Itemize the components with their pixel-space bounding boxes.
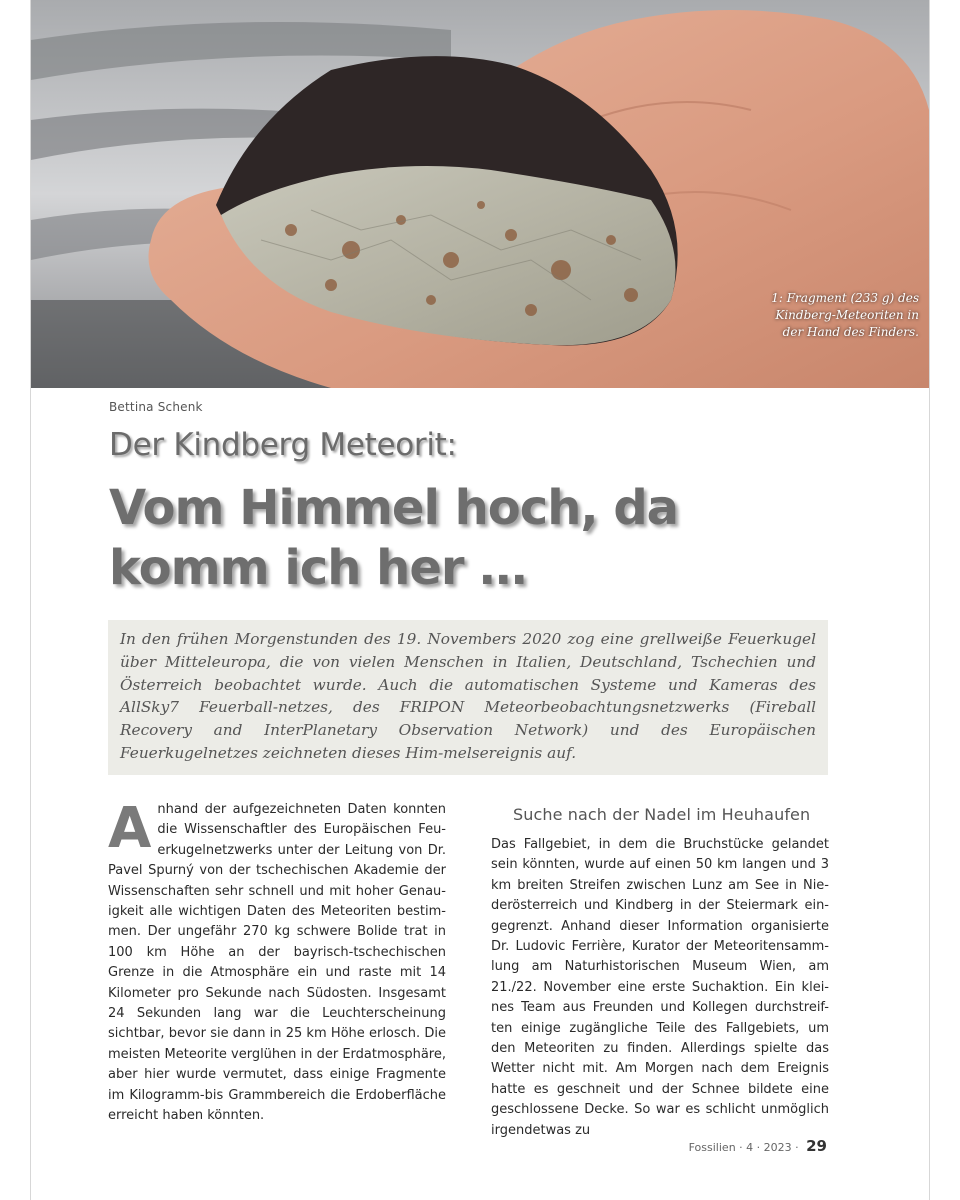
journal-info: Fossilien · 4 · 2023 · <box>688 1141 799 1154</box>
magazine-page <box>30 0 930 1200</box>
section-subheading: Suche nach der Nadel im Heuhaufen <box>513 805 811 824</box>
body-text-right: Das Fallgebiet, in dem die Bruchstücke gelandet sein könnten, wurde auf einen 50 km langen und 3 km breiten Streifen zwischen Lunz am See in Nie-derösterreich und Kindberg in der Steiermark ein-gegrenzt. Anhand dieser Information organisierte Dr. Ludovic Ferrière, Kurator der Meteoritensamm-lung am Naturhistorischen Museum Wien, am 21./22. November eine erste Suchaktion. Ein klei-nes Team aus Freunden und Kollegen durchstreif-ten einige zugängliche Teile des Fallgebiets, um den Meteoriten zu finden. Allerdings spielte das Wetter nicht mit. Am Morgen nach dem Ereignis hatte es geschneit und der Schnee bildete eine geschlossene Decke. So war es schlicht unmöglich irgendetwas zu <box>491 837 829 1138</box>
body-column-right <box>491 835 829 1141</box>
page-footer <box>689 1137 827 1155</box>
article-headline: Vom Himmel hoch, da komm ich her … <box>109 480 679 596</box>
page-number: 29 <box>806 1137 827 1155</box>
drop-cap: A <box>108 796 152 861</box>
lead-paragraph: In den frühen Morgenstunden des 19. Novembers 2020 zog eine grellweiße Feuerkugel über Mitteleuropa, die von vielen Menschen in Italien, Deutschland, Tschechien und Österreich beobachtet wurde. Auch die automatischen Systeme und Kameras des AllSky7 Feuerball-netzes, des FRIPON Meteorbeobachtungsnetzwerks (Fireball Recovery and InterPlanetary Observation Network) und des Europäischen Feuerkugelnetzes zeichneten dieses Him-melsereignis auf. <box>108 620 828 775</box>
meteorite-photo <box>31 0 929 388</box>
body-text-left: nhand der aufgezeichneten Daten konnten die Wissenschaftler des Europäischen Feu-erkugelnetzwerks unter der Leitung von Dr. Pavel Spurný von der tschechischen Akademie der Wissenschaften sehr schnell und mit hoher Genau-igkeit alle wichtigen Daten des Meteoriten bestim-men. Der ungefähr 270 kg schwere Bolide trat in 100 km Höhe an der bayrisch-tschechischen Grenze in die Atmosphäre ein und raste mit 14 Kilometer pro Sekunde nach Südosten. Insgesamt 24 Sekunden lang war die Leuchterscheinung sichtbar, bevor sie dann in 25 km Höhe erlosch. Die meisten Meteorite verglühen in der Erdatmosphäre, aber hier wurde vermutet, dass einige Fragmente im Kilogramm-bis Grammbereich die Erdoberfläche erreicht haben könnten. <box>108 802 446 1124</box>
photo-caption: 1: Fragment (233 g) des Kindberg-Meteoriten in der Hand des Finders. <box>771 291 919 339</box>
article-kicker: Der Kindberg Meteorit: <box>109 427 457 463</box>
body-column-left <box>108 796 446 1127</box>
author-name: Bettina Schenk <box>109 400 203 414</box>
